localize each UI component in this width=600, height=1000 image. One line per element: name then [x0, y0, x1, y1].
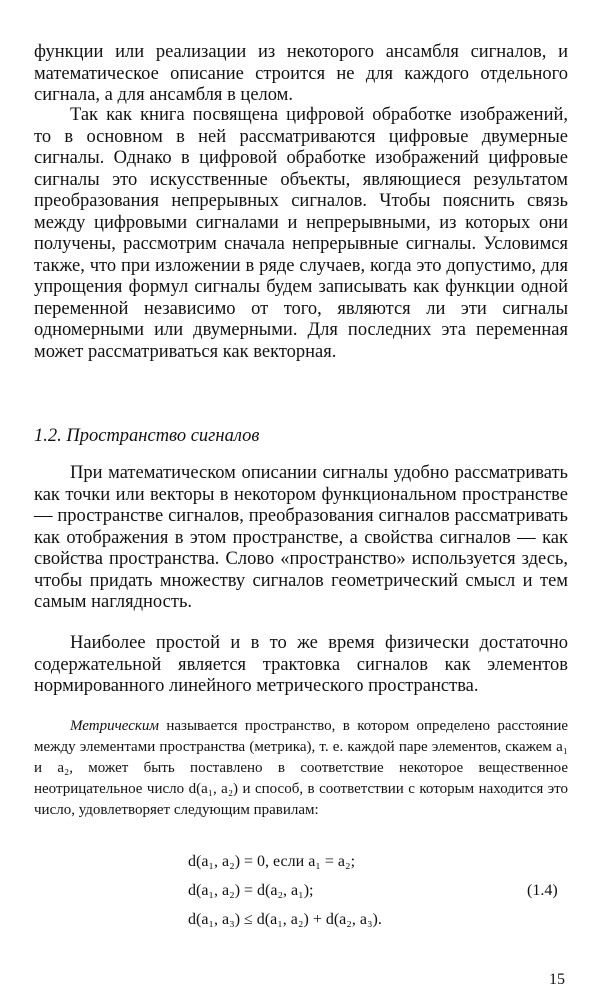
metric-definition-text: называется пространство, в котором определено расстояние между элементами пространства (метрика), т. е. каждой паре элементов, скажем a₁ и a₂, может быть поставлено в соответствие некоторое вещественное неотрицательное число d(a₁, a₂) и способ, в соответствии с которым находится это число, удовлетворяет следующим правилам: [34, 718, 569, 818]
section-heading: 1.2. Пространство сигналов [34, 426, 260, 446]
paragraph-metric-definition [34, 716, 568, 821]
equation-number: (1.4) [527, 882, 558, 899]
formula-line-3: d(a₁, a₃) ≤ d(a₁, a₂) + d(a₂, a₃). [188, 911, 382, 928]
formula-line-2: d(a₁, a₂) = d(a₂, a₁); [188, 882, 314, 899]
paragraph-2: Так как книга посвящена цифровой обработке изображений, то в основном в ней рассматриваются цифровые двумерные сигналы. Однако в цифровой обработке изображений цифровые сигналы это искусственные объекты, являющиеся результатом преобразования непрерывных сигналов. Чтобы пояснить связь между цифровыми сигналами и непрерывными, из которых они получены, рассмотрим сначала непрерывные сигналы. Условимся также, что при изложении в ряде случаев, когда это допустимо, для упрощения формул сигналы будем записывать как функции одной переменной независимо от того, являются ли эти сигналы одномерными или двумерными. Для последних эта переменная может рассматриваться как векторная. [34, 105, 568, 362]
paragraph-4: Наиболее простой и в то же время физически достаточно содержательной является трактовка сигналов как элементов нормированного линейного метрического пространства. [34, 633, 568, 696]
formula-block [0, 853, 600, 943]
paragraph-1: функции или реализации из некоторого ансамбля сигналов, и математическое описание строится не для каждого отдельного сигнала, а для ансамбля в целом. [34, 42, 568, 105]
paragraph-3: При математическом описании сигналы удобно рассматривать как точки или векторы в некотором функциональном пространстве — пространстве сигналов, преобразования сигналов рассматривать как отображения в этом пространстве, а свойства сигналов — как свойства пространства. Слово «пространство» используется здесь, чтобы придать множеству сигналов геометрический смысл и тем самым наглядность. [34, 463, 568, 612]
formula-line-1: d(a₁, a₂) = 0, если a₁ = a₂; [188, 853, 356, 870]
term-metric: Метрическим [70, 718, 159, 734]
page-number: 15 [549, 971, 565, 988]
